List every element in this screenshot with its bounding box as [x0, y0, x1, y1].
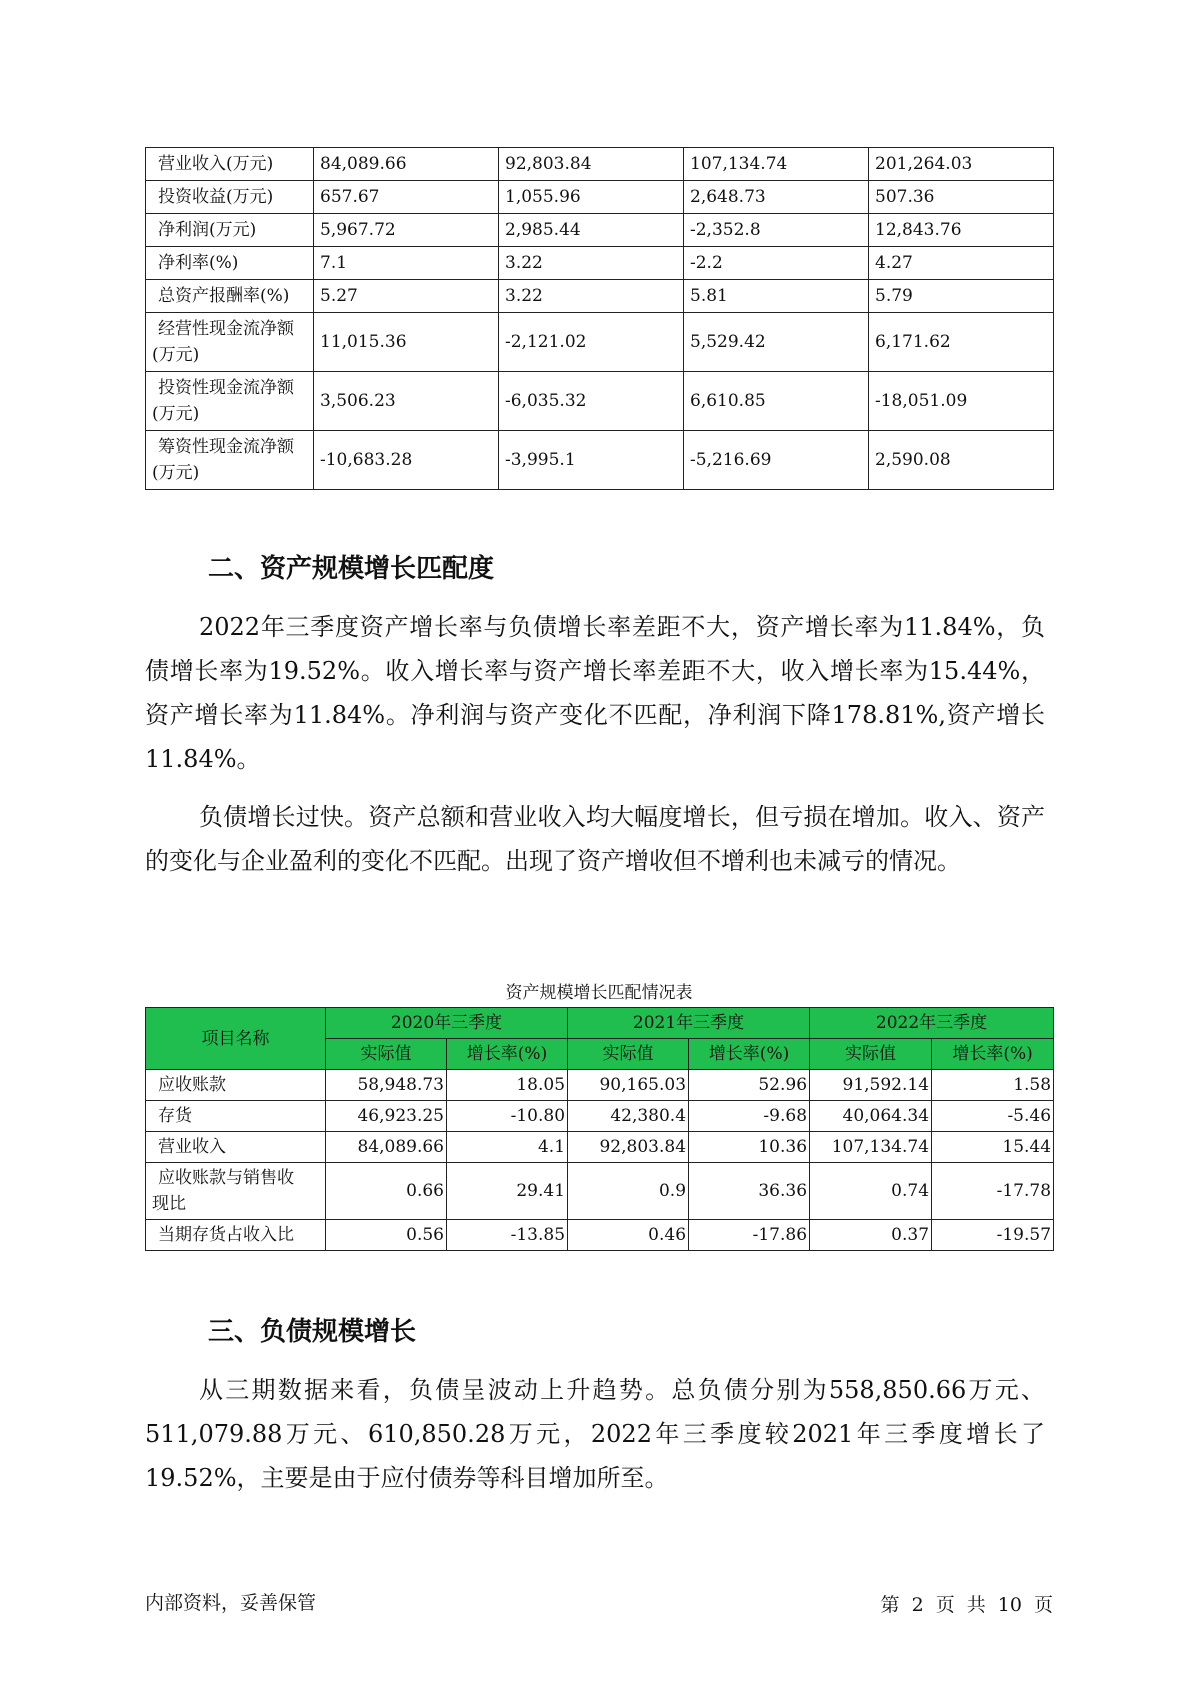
row-label — [146, 372, 314, 431]
table-cell: -17.86 — [689, 1220, 810, 1251]
page-number: 第 2 页 共 10 页 — [880, 1594, 1053, 1616]
table-cell: -2,352.8 — [684, 214, 869, 247]
row-label-line: 应收账款与销售收 — [158, 1168, 294, 1188]
column-header: 增长率(%) — [447, 1039, 568, 1070]
table-row — [146, 313, 1054, 372]
table-cell: 201,264.03 — [869, 148, 1054, 181]
table-cell: -10.80 — [447, 1101, 568, 1132]
table-cell: 6,171.62 — [869, 313, 1054, 372]
row-label-line: 现比 — [152, 1194, 186, 1214]
table-cell: -19.57 — [932, 1220, 1054, 1251]
table-cell: -10,683.28 — [314, 431, 499, 490]
table-cell: 92,803.84 — [568, 1132, 689, 1163]
table-cell: 2,590.08 — [869, 431, 1054, 490]
table-cell: 40,064.34 — [810, 1101, 932, 1132]
table-cell: 52.96 — [689, 1070, 810, 1101]
table-cell: 4.27 — [869, 247, 1054, 280]
table-cell: 2,648.73 — [684, 181, 869, 214]
footer-confidential-note: 内部资料，妥善保管 — [145, 1592, 317, 1614]
column-header: 2021年三季度 — [568, 1008, 810, 1039]
column-header: 实际值 — [326, 1039, 447, 1070]
column-header: 2020年三季度 — [326, 1008, 568, 1039]
table-cell: -5.46 — [932, 1101, 1054, 1132]
row-label — [146, 313, 314, 372]
table-row — [146, 181, 1054, 214]
table-row — [146, 1163, 1054, 1220]
table-cell: 0.56 — [326, 1220, 447, 1251]
table-cell: 5.79 — [869, 280, 1054, 313]
table-cell: 12,843.76 — [869, 214, 1054, 247]
table-row — [146, 1220, 1054, 1251]
table-row — [146, 1070, 1054, 1101]
row-label: 营业收入 — [146, 1132, 326, 1163]
table-cell: 58,948.73 — [326, 1070, 447, 1101]
table-cell: -17.78 — [932, 1163, 1054, 1220]
table-cell: 5.27 — [314, 280, 499, 313]
table-cell: 10.36 — [689, 1132, 810, 1163]
table-cell: -2.2 — [684, 247, 869, 280]
table-cell: 2,985.44 — [499, 214, 684, 247]
table-row — [146, 1101, 1054, 1132]
table-cell: 11,015.36 — [314, 313, 499, 372]
row-label: 当期存货占收入比 — [146, 1220, 326, 1251]
financial-indicators-table — [145, 147, 1054, 490]
section-heading: 二、资产规模增长匹配度 — [208, 554, 495, 584]
column-header: 实际值 — [568, 1039, 689, 1070]
column-header: 项目名称 — [146, 1008, 326, 1070]
table-cell: -3,995.1 — [499, 431, 684, 490]
table-cell: 1,055.96 — [499, 181, 684, 214]
row-label: 总资产报酬率(%) — [146, 280, 314, 313]
table-cell: 91,592.14 — [810, 1070, 932, 1101]
table-cell: -5,216.69 — [684, 431, 869, 490]
table-cell: -9.68 — [689, 1101, 810, 1132]
table-cell: -13.85 — [447, 1220, 568, 1251]
table-cell: 107,134.74 — [810, 1132, 932, 1163]
paragraph: 2022年三季度资产增长率与负债增长率差距不大，资产增长率为11.84%，负债增长率为19.52%。收入增长率与资产增长率差距不大，收入增长率为15.44%，资产增长率为11.84%。净利润与资产变化不匹配，净利润下降178.81%,资产增长11.84%。 — [145, 613, 1045, 773]
row-label: 应收账款 — [146, 1070, 326, 1101]
table-row — [146, 214, 1054, 247]
table-cell: 0.46 — [568, 1220, 689, 1251]
table-cell: 29.41 — [447, 1163, 568, 1220]
table-caption: 资产规模增长匹配情况表 — [505, 983, 693, 1003]
table-row — [146, 372, 1054, 431]
row-label-line: (万元) — [152, 345, 200, 365]
row-label-line: 经营性现金流净额 — [158, 319, 294, 339]
table-cell: -18,051.09 — [869, 372, 1054, 431]
row-label — [146, 431, 314, 490]
paragraph: 负债增长过快。资产总额和营业收入均大幅度增长，但亏损在增加。收入、资产的变化与企业盈利的变化不匹配。出现了资产增收但不增利也未减亏的情况。 — [145, 803, 1045, 875]
table-cell: 107,134.74 — [684, 148, 869, 181]
row-label-line: 筹资性现金流净额 — [158, 437, 294, 457]
row-label: 净利润(万元) — [146, 214, 314, 247]
table-cell: 3,506.23 — [314, 372, 499, 431]
table-cell: 36.36 — [689, 1163, 810, 1220]
table-cell: 0.66 — [326, 1163, 447, 1220]
column-header: 增长率(%) — [689, 1039, 810, 1070]
table-cell: 84,089.66 — [314, 148, 499, 181]
table-cell: 18.05 — [447, 1070, 568, 1101]
table-cell: 46,923.25 — [326, 1101, 447, 1132]
table-cell: 5,529.42 — [684, 313, 869, 372]
table-cell: 5.81 — [684, 280, 869, 313]
table-cell: 90,165.03 — [568, 1070, 689, 1101]
table-cell: 507.36 — [869, 181, 1054, 214]
table-cell: 5,967.72 — [314, 214, 499, 247]
column-header: 实际值 — [810, 1039, 932, 1070]
row-label — [146, 1163, 326, 1220]
table-cell: 3.22 — [499, 247, 684, 280]
table-cell: 1.58 — [932, 1070, 1054, 1101]
section-heading: 三、负债规模增长 — [208, 1317, 417, 1347]
row-label: 营业收入(万元) — [146, 148, 314, 181]
table-row — [146, 247, 1054, 280]
table-cell: 0.9 — [568, 1163, 689, 1220]
table-row — [146, 431, 1054, 490]
row-label: 净利率(%) — [146, 247, 314, 280]
table-header-row — [146, 1008, 1054, 1039]
row-label-line: 投资性现金流净额 — [158, 378, 294, 398]
table-row — [146, 1132, 1054, 1163]
table-cell: 15.44 — [932, 1132, 1054, 1163]
table-cell: -2,121.02 — [499, 313, 684, 372]
column-header: 2022年三季度 — [810, 1008, 1054, 1039]
table-cell: 7.1 — [314, 247, 499, 280]
row-label: 存货 — [146, 1101, 326, 1132]
table-row — [146, 280, 1054, 313]
table-cell: 3.22 — [499, 280, 684, 313]
table-cell: 0.37 — [810, 1220, 932, 1251]
table-cell: 657.67 — [314, 181, 499, 214]
table-cell: 42,380.4 — [568, 1101, 689, 1132]
table-cell: 84,089.66 — [326, 1132, 447, 1163]
table-cell: -6,035.32 — [499, 372, 684, 431]
table-cell: 4.1 — [447, 1132, 568, 1163]
row-label-line: (万元) — [152, 404, 200, 424]
table-cell: 6,610.85 — [684, 372, 869, 431]
table-row — [146, 148, 1054, 181]
column-header: 增长率(%) — [932, 1039, 1054, 1070]
row-label-line: (万元) — [152, 463, 200, 483]
row-label: 投资收益(万元) — [146, 181, 314, 214]
table-cell: 0.74 — [810, 1163, 932, 1220]
paragraph: 从三期数据来看，负债呈波动上升趋势。总负债分别为558,850.66万元、511,079.88万元、610,850.28万元，2022年三季度较2021年三季度增长了19.52%，主要是由于应付债券等科目增加所至。 — [145, 1376, 1045, 1492]
asset-growth-match-table — [145, 1007, 1054, 1251]
table-cell: 92,803.84 — [499, 148, 684, 181]
